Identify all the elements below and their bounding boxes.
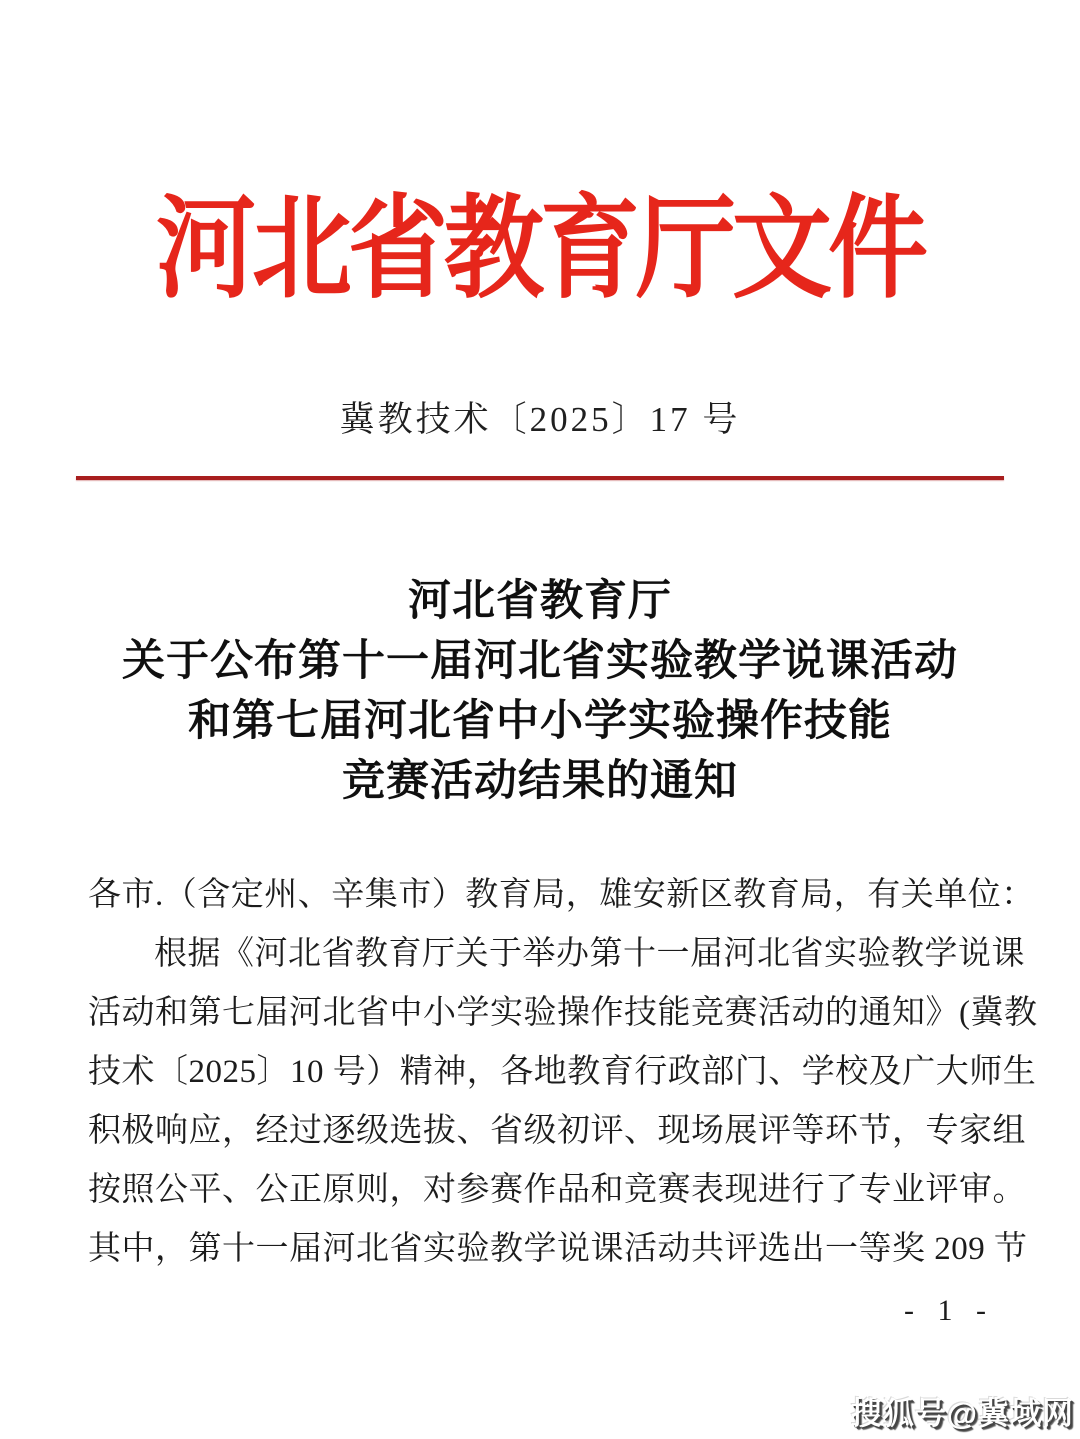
page-number: - 1 - [904, 1294, 994, 1327]
body-line: 技术〔2025〕10 号）精神，各地教育行政部门、学校及广大师生 [88, 1054, 1037, 1090]
document-title [0, 572, 1080, 812]
document-title-line-3: 和第七届河北省中小学实验操作技能 [188, 698, 892, 745]
document-title-line-2: 关于公布第十一届河北省实验教学说课活动 [122, 638, 958, 685]
document-title-line-4: 竞赛活动结果的通知 [342, 758, 738, 805]
agency-letterhead-title: 河北省教育厅文件 [156, 187, 924, 312]
body-line: 活动和第七届河北省中小学实验操作技能竞赛活动的通知》(冀教 [88, 995, 1038, 1031]
body-line: 其中，第十一届河北省实验教学说课活动共评选出一等奖 209 节 [88, 1231, 1028, 1267]
letterhead-divider-rule [76, 476, 1004, 480]
document-title-line-1: 河北省教育厅 [408, 578, 672, 625]
sohu-account-watermark: 搜狐号@冀域网 [850, 1396, 1074, 1431]
body-line: 积极响应，经过逐级选拔、省级初评、现场展评等环节，专家组 [88, 1113, 1026, 1149]
body-line: 按照公平、公正原则，对参赛作品和竞赛表现进行了专业评审。 [88, 1172, 1026, 1208]
document-body [88, 866, 1038, 1279]
document-number: 冀教技术〔2025〕17 号 [339, 400, 741, 439]
salutation-line: 各市.（含定州、辛集市）教育局，雄安新区教育局，有关单位： [88, 877, 1035, 913]
body-line: 根据《河北省教育厅关于举办第十一届河北省实验教学说课 [154, 936, 1025, 972]
